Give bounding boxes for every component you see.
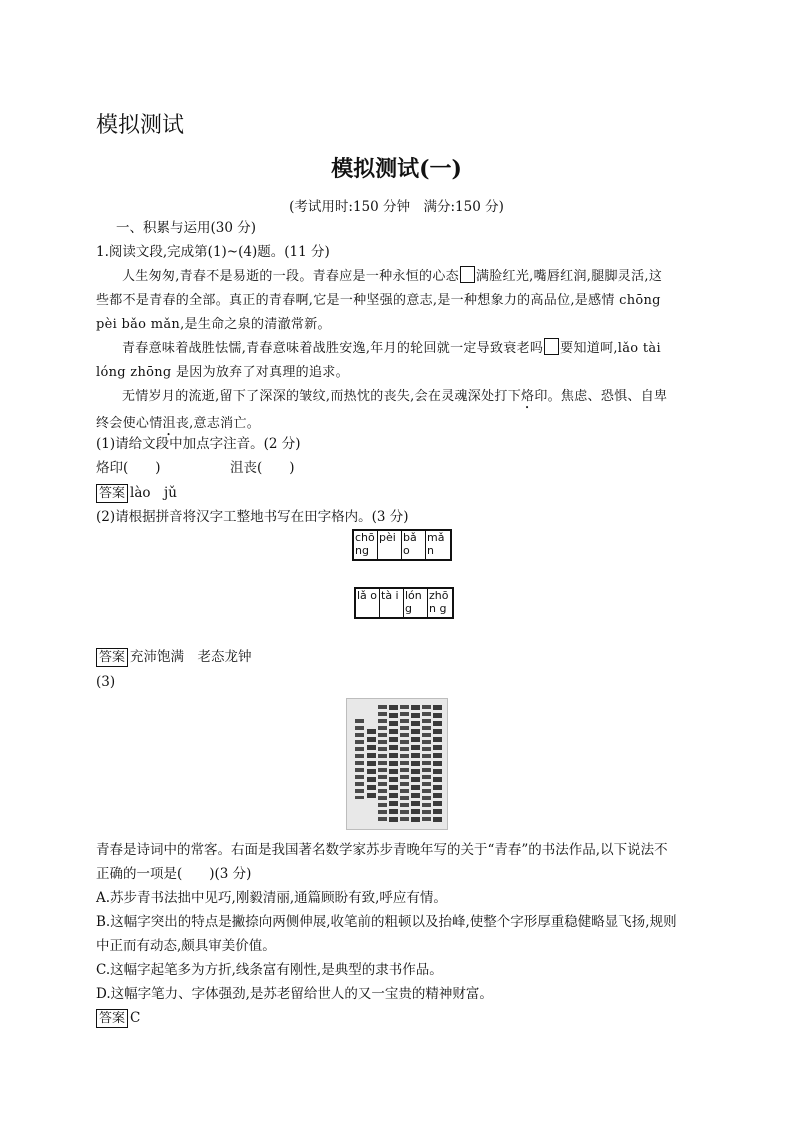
answer-label: 答案 bbox=[96, 648, 128, 667]
pinyin-grid-2 bbox=[354, 587, 454, 619]
passage-line: 人生匆匆,青春不是易逝的一段。青春应是一种永恒的心态 满脸红光,嘴唇红润,腿脚灵活,这 bbox=[96, 265, 706, 289]
sub2-answer bbox=[96, 645, 252, 669]
grid-cell[interactable]: lón g bbox=[404, 589, 428, 617]
section-heading: 模拟测试 bbox=[96, 113, 185, 138]
passage-line: lóng zhōng 是因为放弃了对真理的追求。 bbox=[96, 365, 349, 380]
sub3-answer bbox=[96, 1006, 706, 1030]
grid-cell[interactable]: bǎ o bbox=[402, 531, 426, 559]
option-b: B.这幅字突出的特点是撇捺向两侧伸展,收笔前的粗顿以及抬峰,使整个字形厚重稳健略显飞扬,规则 bbox=[96, 914, 677, 930]
passage-line: 终会使心情沮丧,意志消亡。 bbox=[96, 416, 261, 431]
answer-label: 答案 bbox=[96, 1009, 128, 1028]
passage-line: 些都不是青春的全部。真正的青春啊,它是一种坚强的意志,是一种想象力的高品位,是感情 chōng bbox=[96, 293, 661, 308]
pinyin-grid-1 bbox=[352, 529, 452, 561]
passage-line: 青春意味着战胜怯懦,青春意味着战胜安逸,年月的轮回就一定导致衰老吗 要知道呵,lǎo tài bbox=[96, 337, 706, 361]
grid-cell[interactable]: zhōn g bbox=[429, 589, 449, 615]
sub3-label: (3) bbox=[96, 674, 116, 690]
sub1-item-1: 烙印( ) bbox=[96, 460, 161, 476]
grid-cell[interactable]: chōng bbox=[354, 531, 378, 559]
grid-cell[interactable]: lǎ o bbox=[356, 589, 380, 617]
answer-label: 答案 bbox=[96, 484, 128, 503]
dotted-char: 烙 bbox=[521, 389, 535, 404]
option-c: C.这幅字起笔多为方折,线条富有刚性,是典型的隶书作品。 bbox=[96, 962, 443, 978]
blank-box bbox=[460, 266, 475, 283]
dotted-char: 沮 bbox=[162, 416, 176, 431]
answer-text: C bbox=[130, 1010, 141, 1026]
option-a: A.苏步青书法拙中见巧,刚毅清丽,通篇顾盼有致,呼应有情。 bbox=[96, 890, 447, 906]
sub3-stem: 青春是诗词中的常客。右面是我国著名数学家苏步青晚年写的关于“青春”的书法作品,以下说法不 正确的一项是( )(3 分) A.苏步青书法拙中见巧,刚毅清丽,通篇顾盼有致,呼应有情。 B.这幅字突出的特点是撇捺向两侧伸展,收笔前的粗顿以及抬峰,使整个字形厚重稳健略显飞扬,规则 中正而有动态,颇具审美价值。 C.这幅字起笔多为方折,线条富有刚性,是典型的隶书作品。 D.这幅字笔力、字体强劲,是苏老留给世人的又一宝贵的精神财富。 答案 C bbox=[96, 838, 706, 1030]
exam-title: 模拟测试(一) bbox=[331, 156, 462, 182]
grid-cell[interactable]: mǎ n bbox=[427, 531, 445, 557]
passage-line: pèi bǎo mǎn,是生命之泉的清澈常新。 bbox=[96, 317, 331, 332]
blank-box bbox=[544, 338, 559, 355]
q1-stem: 1.阅读文段,完成第(1)~(4)题。(11 分) bbox=[96, 244, 330, 260]
part1-heading: 一、积累与运用(30 分) bbox=[116, 220, 257, 236]
passage-line: 无情岁月的流逝,留下了深深的皱纹,而热忱的丧失,会在灵魂深处打下烙印。焦虑、恐惧、自卑 bbox=[122, 389, 668, 404]
sub1-answer bbox=[96, 481, 177, 505]
option-d: D.这幅字笔力、字体强劲,是苏老留给世人的又一宝贵的精神财富。 bbox=[96, 986, 493, 1002]
calligraphy-image bbox=[346, 698, 448, 830]
q1-passage bbox=[96, 265, 706, 439]
answer-text: lào jǔ bbox=[130, 485, 177, 501]
grid-cell[interactable]: tà i bbox=[380, 589, 404, 617]
answer-text: 充沛饱满 老态龙钟 bbox=[130, 649, 252, 665]
sub1-item-2: 沮丧( ) bbox=[230, 460, 295, 476]
grid-cell[interactable]: pèi bbox=[378, 531, 402, 559]
sub2-stem: (2)请根据拼音将汉字工整地书写在田字格内。(3 分) bbox=[96, 509, 409, 525]
sub1-stem: (1)请给文段中加点字注音。(2 分) bbox=[96, 436, 301, 452]
exam-info: (考试用时:150 分钟 满分:150 分) bbox=[289, 199, 504, 215]
